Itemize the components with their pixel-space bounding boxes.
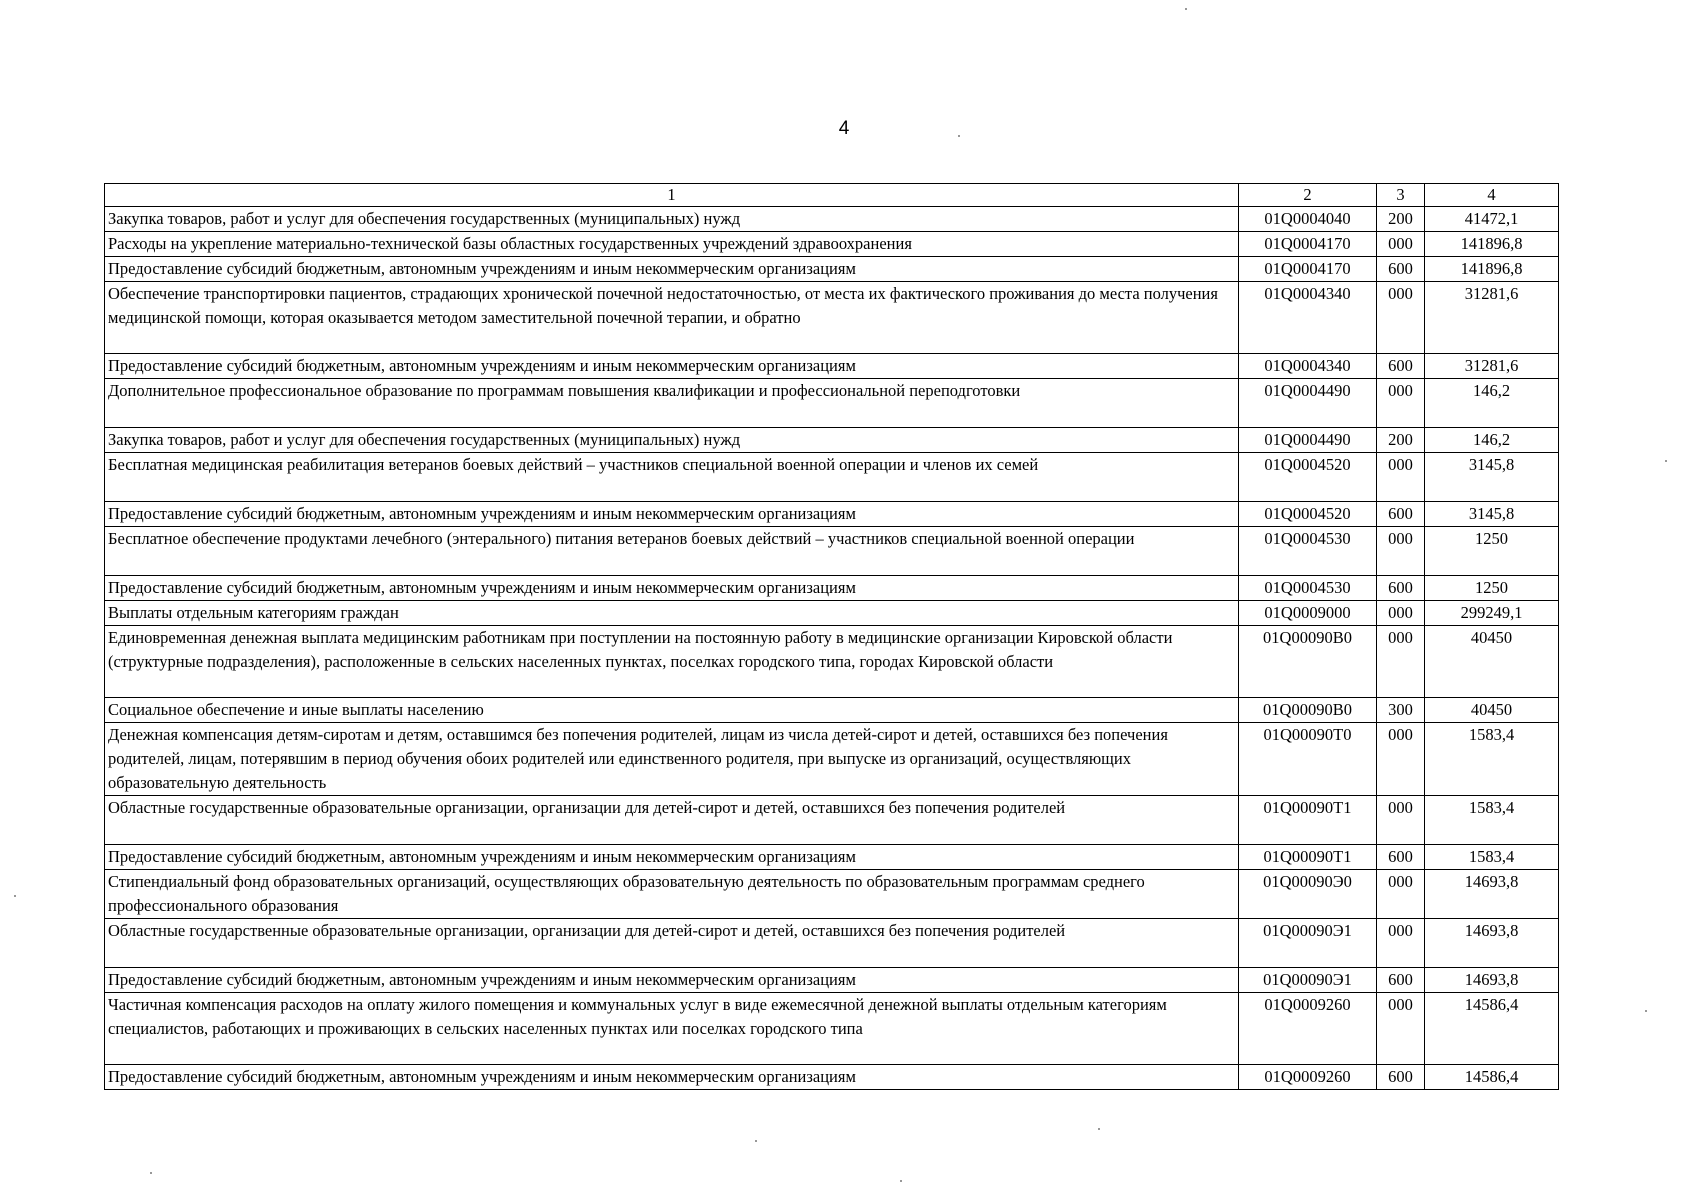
scan-speck [150,1172,152,1174]
table-row [105,796,1559,845]
scan-speck [1185,8,1187,10]
row-type-cell: 600 [1377,257,1425,282]
row-sum-cell: 14693,8 [1425,870,1559,919]
row-type-cell: 000 [1377,796,1425,845]
row-sum-cell: 1583,4 [1425,845,1559,870]
table-row [105,257,1559,282]
row-name-cell: Предоставление субсидий бюджетным, автономным учреждениям и иным некоммерческим организациям [105,502,1239,527]
row-name-cell: Областные государственные образовательные организации, организации для детей-сирот и детей, оставшихся без попечения родителей [105,919,1239,968]
row-type-cell: 000 [1377,601,1425,626]
row-type-cell: 600 [1377,968,1425,993]
row-code-cell: 01Q00090Э1 [1239,968,1377,993]
row-name-cell: Бесплатная медицинская реабилитация ветеранов боевых действий – участников специальной военной операции и членов их семей [105,453,1239,502]
row-sum-cell: 146,2 [1425,379,1559,428]
row-sum-cell: 31281,6 [1425,282,1559,354]
row-code-cell: 01Q0009260 [1239,1065,1377,1090]
table-row [105,232,1559,257]
scan-speck [755,1140,757,1142]
row-name-cell: Предоставление субсидий бюджетным, автономным учреждениям и иным некоммерческим организациям [105,354,1239,379]
table-row [105,354,1559,379]
page-number: 4 [838,118,850,139]
scan-speck [900,1180,902,1182]
table-row [105,626,1559,698]
table-row [105,207,1559,232]
row-code-cell: 01Q00090Э0 [1239,870,1377,919]
table-header [105,184,1559,207]
row-code-cell: 01Q0004520 [1239,502,1377,527]
table-row [105,968,1559,993]
table-row [105,870,1559,919]
row-sum-cell: 14586,4 [1425,993,1559,1065]
row-sum-cell: 1250 [1425,576,1559,601]
scan-speck [1665,460,1667,462]
row-sum-cell: 40450 [1425,698,1559,723]
row-name-cell: Предоставление субсидий бюджетным, автономным учреждениям и иным некоммерческим организациям [105,257,1239,282]
row-type-cell: 000 [1377,282,1425,354]
row-sum-cell: 14586,4 [1425,1065,1559,1090]
row-code-cell: 01Q0004490 [1239,428,1377,453]
table-body [105,207,1559,1090]
row-name-cell: Бесплатное обеспечение продуктами лечебного (энтерального) питания ветеранов боевых действий – участников специальной военной операции [105,527,1239,576]
row-type-cell: 000 [1377,919,1425,968]
row-sum-cell: 1250 [1425,527,1559,576]
table-row [105,502,1559,527]
row-sum-cell: 141896,8 [1425,257,1559,282]
table-row [105,453,1559,502]
row-code-cell: 01Q0009260 [1239,993,1377,1065]
row-code-cell: 01Q0004340 [1239,354,1377,379]
budget-table [104,183,1559,1090]
table-row [105,1065,1559,1090]
row-type-cell: 200 [1377,207,1425,232]
header-col-code: 2 [1239,184,1377,207]
table-row [105,379,1559,428]
row-name-cell: Предоставление субсидий бюджетным, автономным учреждениям и иным некоммерческим организациям [105,845,1239,870]
row-sum-cell: 40450 [1425,626,1559,698]
row-sum-cell: 1583,4 [1425,796,1559,845]
row-code-cell: 01Q0004530 [1239,527,1377,576]
row-name-cell: Денежная компенсация детям-сиротам и детям, оставшимся без попечения родителей, лицам из числа детей-сирот и детей, оставшихся без попечения родителей, лицам, потерявшим в период обучения обоих родителей или единственного родителя, при выпуске из организаций, осуществляющих образовательную деятельность [105,723,1239,796]
row-type-cell: 000 [1377,527,1425,576]
table-row [105,993,1559,1065]
row-type-cell: 300 [1377,698,1425,723]
row-type-cell: 200 [1377,428,1425,453]
row-code-cell: 01Q0004040 [1239,207,1377,232]
table-row [105,919,1559,968]
scan-speck [1098,1128,1100,1130]
row-sum-cell: 3145,8 [1425,502,1559,527]
row-sum-cell: 299249,1 [1425,601,1559,626]
row-name-cell: Закупка товаров, работ и услуг для обеспечения государственных (муниципальных) нужд [105,428,1239,453]
row-code-cell: 01Q0004170 [1239,257,1377,282]
row-sum-cell: 1583,4 [1425,723,1559,796]
row-type-cell: 000 [1377,870,1425,919]
row-name-cell: Закупка товаров, работ и услуг для обеспечения государственных (муниципальных) нужд [105,207,1239,232]
row-code-cell: 01Q0004530 [1239,576,1377,601]
row-name-cell: Областные государственные образовательные организации, организации для детей-сирот и детей, оставшихся без попечения родителей [105,796,1239,845]
row-sum-cell: 146,2 [1425,428,1559,453]
row-type-cell: 600 [1377,502,1425,527]
row-name-cell: Частичная компенсация расходов на оплату жилого помещения и коммунальных услуг в виде ежемесячной денежной выплаты отдельным категориям специалистов, работающих и проживающих в сельских населенных пунктах или поселках городского типа [105,993,1239,1065]
row-name-cell: Обеспечение транспортировки пациентов, страдающих хронической почечной недостаточностью, от места их фактического проживания до места получения медицинской помощи, которая оказывается методом заместительной почечной терапии, и обратно [105,282,1239,354]
header-col-sum: 4 [1425,184,1559,207]
row-name-cell: Выплаты отдельным категориям граждан [105,601,1239,626]
table-row [105,428,1559,453]
row-code-cell: 01Q00090В0 [1239,626,1377,698]
row-sum-cell: 3145,8 [1425,453,1559,502]
row-code-cell: 01Q00090Т1 [1239,796,1377,845]
row-code-cell: 01Q00090Т0 [1239,723,1377,796]
row-name-cell: Социальное обеспечение и иные выплаты населению [105,698,1239,723]
scan-speck [14,895,16,897]
row-name-cell: Единовременная денежная выплата медицинским работникам при поступлении на постоянную работу в медицинские организации Кировской области (структурные подразделения), расположенные в сельских населенных пунктах, поселках городского типа, городах Кировской области [105,626,1239,698]
row-type-cell: 600 [1377,354,1425,379]
header-col-name: 1 [105,184,1239,207]
table-row [105,527,1559,576]
row-type-cell: 600 [1377,576,1425,601]
table-row [105,601,1559,626]
row-sum-cell: 14693,8 [1425,968,1559,993]
row-code-cell: 01Q0004340 [1239,282,1377,354]
row-sum-cell: 41472,1 [1425,207,1559,232]
row-name-cell: Предоставление субсидий бюджетным, автономным учреждениям и иным некоммерческим организациям [105,968,1239,993]
row-name-cell: Предоставление субсидий бюджетным, автономным учреждениям и иным некоммерческим организациям [105,1065,1239,1090]
row-type-cell: 000 [1377,723,1425,796]
row-code-cell: 01Q00090В0 [1239,698,1377,723]
row-code-cell: 01Q00090Т1 [1239,845,1377,870]
row-type-cell: 000 [1377,232,1425,257]
row-code-cell: 01Q0004170 [1239,232,1377,257]
table-row [105,576,1559,601]
row-code-cell: 01Q0004520 [1239,453,1377,502]
row-name-cell: Стипендиальный фонд образовательных организаций, осуществляющих образовательную деятельность по образовательным программам среднего профессионального образования [105,870,1239,919]
row-code-cell: 01Q0004490 [1239,379,1377,428]
scan-speck [958,135,960,137]
table-row [105,282,1559,354]
row-type-cell: 600 [1377,845,1425,870]
row-sum-cell: 14693,8 [1425,919,1559,968]
row-code-cell: 01Q0009000 [1239,601,1377,626]
table-row [105,845,1559,870]
row-name-cell: Дополнительное профессиональное образование по программам повышения квалификации и профессиональной переподготовки [105,379,1239,428]
row-type-cell: 000 [1377,993,1425,1065]
header-col-type: 3 [1377,184,1425,207]
row-name-cell: Предоставление субсидий бюджетным, автономным учреждениям и иным некоммерческим организациям [105,576,1239,601]
table-row [105,698,1559,723]
row-name-cell: Расходы на укрепление материально-технической базы областных государственных учреждений здравоохранения [105,232,1239,257]
header-row [105,184,1559,207]
row-sum-cell: 31281,6 [1425,354,1559,379]
row-type-cell: 600 [1377,1065,1425,1090]
row-type-cell: 000 [1377,379,1425,428]
row-type-cell: 000 [1377,626,1425,698]
row-type-cell: 000 [1377,453,1425,502]
scan-speck [1645,1010,1647,1012]
table-row [105,723,1559,796]
row-sum-cell: 141896,8 [1425,232,1559,257]
row-code-cell: 01Q00090Э1 [1239,919,1377,968]
